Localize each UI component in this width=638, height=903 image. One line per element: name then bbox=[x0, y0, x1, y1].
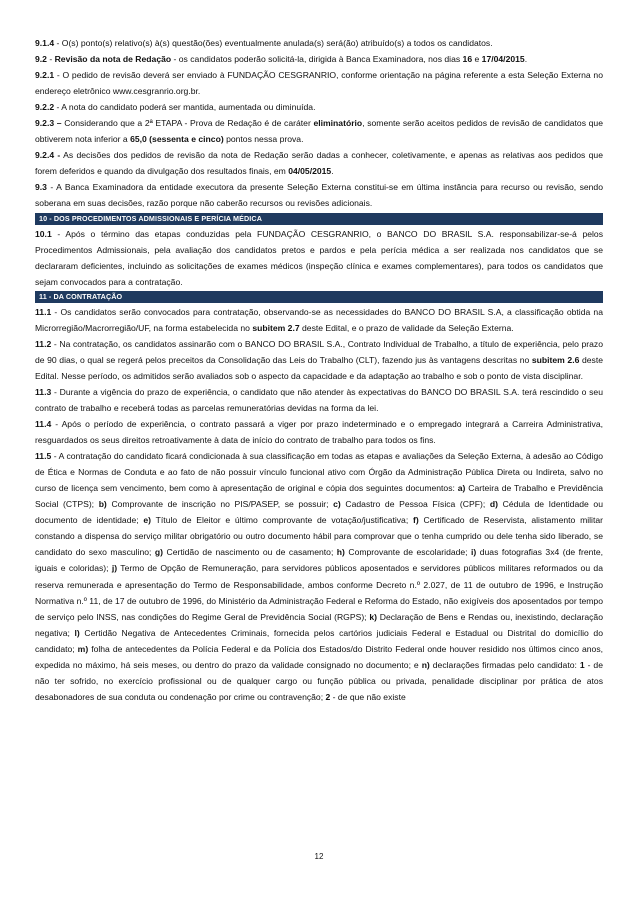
text-run: Certidão Negativa de Antecedentes Criminais, fornecida pelos cartórios judiciais Federal e Estadual ou Distrital do domicílio do candidato; bbox=[35, 627, 603, 654]
paragraph-p92 bbox=[35, 51, 603, 67]
text-run: e bbox=[472, 54, 482, 65]
bold-text: 9.2.2 bbox=[35, 102, 55, 113]
bold-text: n) bbox=[421, 659, 430, 670]
text-run: - de que não existe bbox=[330, 691, 406, 702]
paragraph-p924 bbox=[35, 147, 603, 179]
text-run: deste Edital. Nesse período, os admitidos serão avaliados sob o aspecto da capacidade e da adaptação ao trabalho e sob o ponto de vista disciplinar. bbox=[35, 354, 603, 381]
paragraph-p923 bbox=[35, 115, 603, 147]
paragraph-p921 bbox=[35, 67, 603, 99]
text-run: Certidão de nascimento ou de casamento; bbox=[163, 547, 337, 558]
bold-text: e) bbox=[143, 515, 152, 526]
text-run: , somente serão aceitos pedidos de revisão de candidatos que obtiverem nota inferior a bbox=[35, 118, 603, 145]
bold-text: 2 bbox=[325, 691, 331, 702]
bold-text: 04/05/2015 bbox=[288, 166, 332, 177]
text-run: - bbox=[46, 54, 55, 65]
bold-text: g) bbox=[154, 547, 164, 558]
paragraph-p112 bbox=[35, 336, 603, 384]
text-run: Cadastro de Pessoa Física (CPF); bbox=[340, 499, 490, 510]
paragraph-p922 bbox=[35, 99, 603, 115]
paragraph-p93 bbox=[35, 179, 603, 211]
text-run: Termo de Opção de Remuneração, para servidores públicos aposentados e servidores públicos militares reformados ou da reserva remunerada e apresentação do Termo de Responsabilidade, ambos conforme Decreto n.º 2.027, de 11 de outubro de 1996, e Instrução Normativa n.º 11, de 17 de outubro de 1996, do Ministério da Administração Federal e Reforma do Estado, não exigíveis dos aposentados por tempo de serviço pelo INSS, nas condições do Regime Geral de Previdência Social (RGPS); bbox=[35, 563, 603, 622]
bold-text: eliminatório bbox=[313, 118, 363, 129]
text-run: declarações firmadas pelo candidato: bbox=[429, 659, 580, 670]
paragraph-p114 bbox=[35, 416, 603, 448]
text-run: duas fotografias 3x4 (de frente, iguais e coloridas); bbox=[35, 547, 603, 574]
bold-text: 9.2 bbox=[35, 54, 47, 65]
text-run: - A Banca Examinadora da entidade executora da presente Seleção Externa constitui-se em última instância para recurso ou revisão, sendo soberana em suas decisões, razão porque não caberão recursos ou revisões adicionais. bbox=[35, 182, 603, 209]
section-header-11: 11 - DA CONTRATAÇÃO bbox=[35, 291, 603, 303]
text-run: folha de antecedentes da Polícia Federal e da Polícia dos Estados/do Distrito Federal onde houver residido nos últimos cinco anos, expedida no máximo, há seis meses, ou dentro do prazo da validade consignado no documento; e bbox=[35, 643, 604, 670]
text-run: Carteira de Trabalho e Previdência Social (CTPS); bbox=[35, 483, 603, 510]
bold-text: 9.3 bbox=[35, 182, 47, 193]
paragraph-p113 bbox=[35, 384, 603, 416]
paragraphs-top bbox=[35, 35, 603, 212]
bold-text: 11.5 bbox=[35, 451, 52, 462]
bold-text: j) bbox=[111, 563, 118, 574]
bold-text: 9.2.3 – bbox=[35, 118, 62, 129]
text-run: - Os candidatos serão convocados para contratação, observando-se as necessidades do BANCO DO BRASIL S.A, a classificação obtida na Microrregião/Macrorregião/UF, na forma estabelecida no bbox=[35, 306, 603, 333]
text-run: - Durante a vigência do prazo de experiência, o candidato que não atender às expectativas do BANCO DO BRASIL S.A. terá rescindido o seu contrato de trabalho e receberá todas as parcelas remuneratórias devidas na forma da lei. bbox=[35, 386, 603, 413]
bold-text: d) bbox=[489, 499, 498, 510]
bold-text: c) bbox=[333, 499, 341, 510]
text-run: - de não ter sofrido, no exercício profissional ou de qualquer cargo ou função pública ou privada, penalidade disciplinar por prática de atos desabonadores de sua conduta ou condenação por crime ou contravenção; bbox=[35, 659, 603, 702]
text-run: Declaração de Bens e Rendas ou, inexistindo, declaração negativa; bbox=[35, 611, 603, 638]
bold-text: 11.1 bbox=[35, 306, 52, 317]
text-run: Título de Eleitor e último comprovante de votação/justificativa; bbox=[151, 515, 413, 526]
bold-text: i) bbox=[471, 547, 477, 558]
text-run: As decisões dos pedidos de revisão da nota de Redação serão dadas a conhecer, coletivamente, e apenas as relativas aos pedidos que forem deferidos e quando da divulgação dos resultados finais, em bbox=[35, 150, 603, 177]
bold-text: 10.1 bbox=[35, 228, 52, 239]
text-run: - O(s) ponto(s) relativo(s) à(s) questão(ões) eventualmente anulada(s) será(ão) atribuído(s) a todos os candidatos. bbox=[54, 38, 493, 48]
paragraph-p115 bbox=[35, 448, 603, 705]
paragraph-p914 bbox=[35, 35, 603, 51]
paragraphs-section-11 bbox=[35, 304, 603, 705]
bold-text: 9.2.1 bbox=[35, 70, 55, 81]
bold-text: h) bbox=[336, 547, 345, 558]
text-run: - A contratação do candidato ficará condicionada à sua classificação em todas as etapas e avaliações da Seleção Externa, à adesão ao Código de Ética e Normas de Conduta e ao fato de não possuir vínculo funcional ativo com Órgão da Administração Pública Direta ou Indireta, salvo no curso de licença sem vencimento, bem como à apresentação de original e cópia dos seguintes documentos: bbox=[35, 451, 603, 494]
paragraphs-section-10 bbox=[35, 226, 603, 290]
text-run: Cédula de Identidade ou documento de identidade; bbox=[35, 499, 603, 526]
bold-text: 16 bbox=[462, 54, 473, 65]
bold-text: m) bbox=[77, 643, 89, 654]
page-number: 12 bbox=[314, 852, 324, 861]
paragraph-p101 bbox=[35, 226, 603, 290]
bold-text: a) bbox=[457, 483, 466, 494]
bold-text: 9.1.4 bbox=[35, 38, 55, 48]
bold-text: l) bbox=[74, 627, 80, 638]
bold-text: 17/04/2015 bbox=[481, 54, 525, 65]
bold-text: 65,0 (sessenta e cinco) bbox=[130, 134, 224, 145]
text-run: deste Edital, e o prazo de validade da Seleção Externa. bbox=[299, 322, 514, 333]
text-run: Comprovante de escolaridade; bbox=[344, 547, 472, 558]
text-run: Comprovante de inscrição no PIS/PASEP, se possuir; bbox=[106, 499, 334, 510]
bold-text: 11.2 bbox=[35, 338, 52, 349]
bold-text: subitem 2.7 bbox=[252, 322, 300, 333]
text-run: pontos nessa prova. bbox=[223, 134, 304, 145]
document-page bbox=[35, 35, 603, 705]
bold-text: 1 bbox=[579, 659, 585, 670]
text-run: - os candidatos poderão solicitá-la, dirigida à Banca Examinadora, nos dias bbox=[171, 54, 463, 65]
bold-text: 11.4 bbox=[35, 419, 52, 430]
text-run: . bbox=[331, 166, 334, 177]
text-run: - O pedido de revisão deverá ser enviado à FUNDAÇÃO CESGRANRIO, conforme orientação na página referente a esta Seleção Externa no endereço eletrônico www.cesgranrio.org.br. bbox=[35, 70, 603, 97]
bold-text: f) bbox=[412, 515, 419, 526]
text-run: . bbox=[524, 54, 528, 65]
bold-text: subitem 2.6 bbox=[531, 354, 580, 365]
text-run: - A nota do candidato poderá ser mantida, aumentada ou diminuída. bbox=[54, 102, 316, 113]
bold-text: 11.3 bbox=[35, 386, 52, 397]
bold-text: k) bbox=[369, 611, 377, 622]
text-run: - Na contratação, os candidatos assinarão com o BANCO DO BRASIL S.A., Contrato Individual de Trabalho, a título de experiência, pelo prazo de 90 dias, o qual se regerá pelos preceitos da Consolidação das Leis do Trabalho (CLT), fazendo jus às vantagens descritas no bbox=[35, 338, 603, 365]
text-run: Considerando que a 2ª ETAPA - Prova de Redação é de caráter bbox=[61, 118, 314, 129]
text-run: - Após o término das etapas conduzidas pela FUNDAÇÃO CESGRANRIO, o BANCO DO BRASIL S.A. responsabilizar-se-á pelos Procedimentos Admissionais, pela avaliação dos candidatos pretos e pardos e pela perícia médica a ser realizada nos candidatos que se declararam deficientes, incluindo as solicitações de exames médicos (inspeção clínica e exames complementares), para todos os candidatos que sejam convocados para a contratação. bbox=[35, 228, 603, 287]
text-run: - Após o período de experiência, o contrato passará a viger por prazo indeterminado e o empregado integrará a Carreira Administrativa, resguardados os seus direitos retroativamente à data de início do contrato de trabalho para todos os fins. bbox=[35, 419, 603, 446]
bold-text: b) bbox=[98, 499, 107, 510]
text-run: Certificado de Reservista, alistamento militar constando a dispensa do serviço militar obrigatório ou outro documento hábil para comprovar que o tenha cumprido ou dele tenha sido liberado, se candidato do sexo masculino; bbox=[35, 515, 603, 558]
paragraph-p111 bbox=[35, 304, 603, 336]
bold-text: 9.2.4 - bbox=[35, 150, 61, 161]
section-header-10: 10 - DOS PROCEDIMENTOS ADMISSIONAIS E PERÍCIA MÉDICA bbox=[35, 213, 603, 225]
bold-text: Revisão da nota de Redação bbox=[54, 54, 172, 65]
